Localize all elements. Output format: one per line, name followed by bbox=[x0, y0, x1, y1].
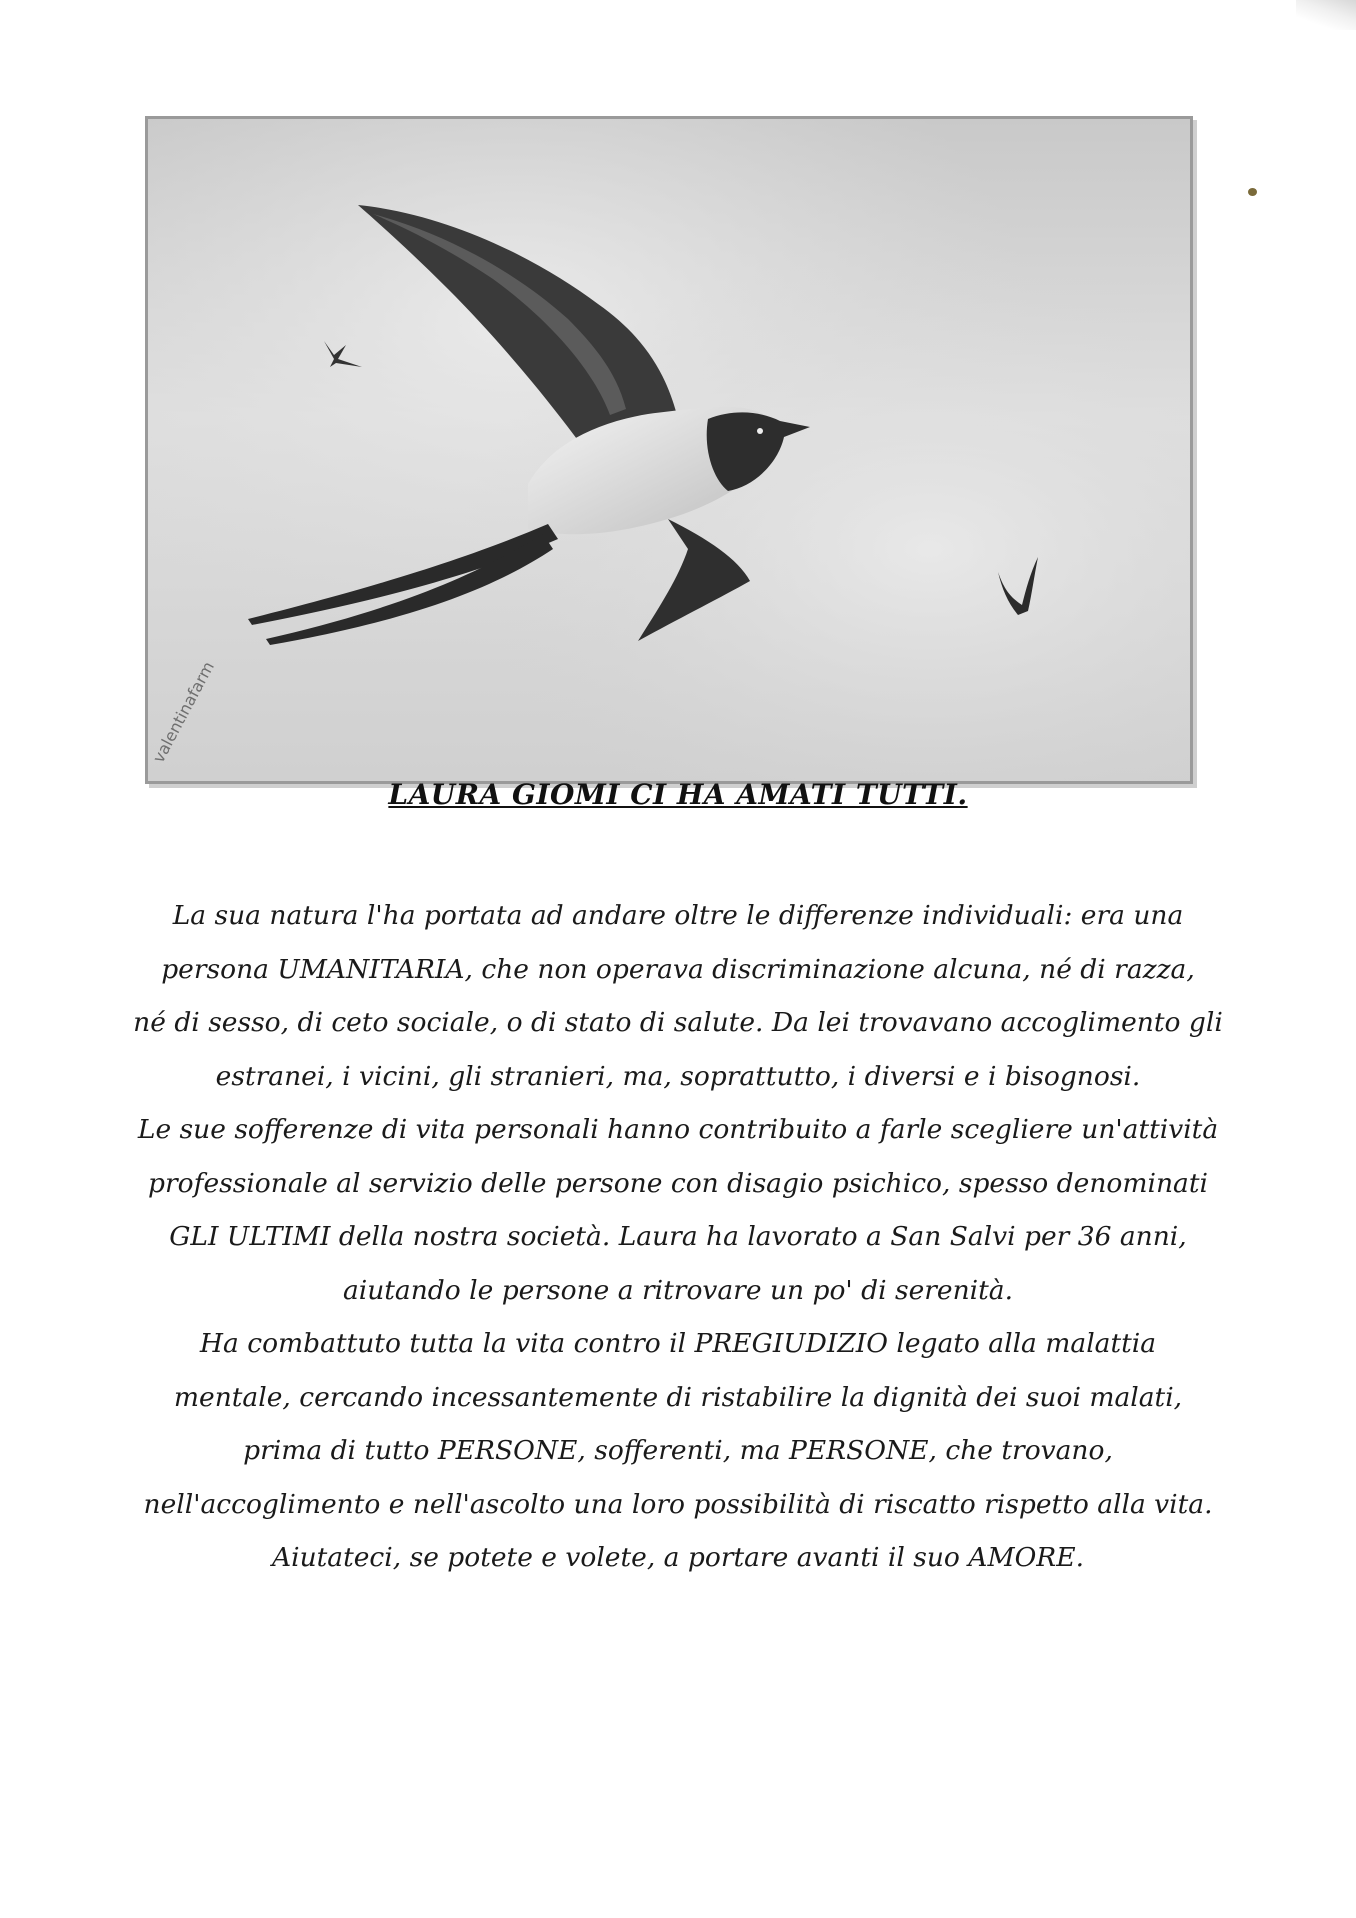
page-title: LAURA GIOMI CI HA AMATI TUTTI. bbox=[388, 778, 968, 811]
text-line: nell'accoglimento e nell'ascolto una loro possibilità di riscatto rispetto alla vita. bbox=[143, 1488, 1213, 1520]
text-line: prima di tutto PERSONE, sofferenti, ma PERSONE, che trovano, bbox=[243, 1435, 1113, 1466]
text-line: aiutando le persone a ritrovare un po' di serenità. bbox=[342, 1274, 1014, 1306]
scan-speck bbox=[1248, 188, 1257, 196]
text-line: Aiutateci, se potete e volete, a portare avanti il suo AMORE. bbox=[271, 1542, 1085, 1573]
text-line: Ha combattuto tutta la vita contro il PREGIUDIZIO legato alla malattia bbox=[199, 1328, 1157, 1359]
text-line: mentale, cercando incessantemente di ristabilire la dignità dei suoi malati, bbox=[173, 1381, 1183, 1413]
swallows-in-flight-photo-icon bbox=[148, 119, 1190, 781]
text-line: GLI ULTIMI della nostra società. Laura ha lavorato a San Salvi per 36 anni, bbox=[169, 1221, 1187, 1252]
scan-shadow-corner bbox=[1296, 0, 1356, 30]
text-line: né di sesso, di ceto sociale, o di stato di salute. Da lei trovavano accoglimento gli bbox=[133, 1007, 1223, 1038]
text-line: estranei, i vicini, gli stranieri, ma, soprattutto, i diversi e i bisognosi. bbox=[215, 1060, 1141, 1092]
memorial-text bbox=[110, 889, 1246, 1585]
text-line: Le sue sofferenze di vita personali hanno contribuito a farle scegliere un'attività bbox=[137, 1114, 1219, 1145]
text-line: La sua natura l'ha portata ad andare oltre le differenze individuali: era una bbox=[172, 900, 1184, 931]
swallow-photo bbox=[145, 116, 1193, 784]
text-line: persona UMANITARIA, che non operava discriminazione alcuna, né di razza, bbox=[161, 953, 1195, 985]
text-line: professionale al servizio delle persone con disagio psichico, spesso denominati bbox=[148, 1167, 1208, 1199]
photo-watermark: valentinafarm bbox=[148, 658, 218, 766]
